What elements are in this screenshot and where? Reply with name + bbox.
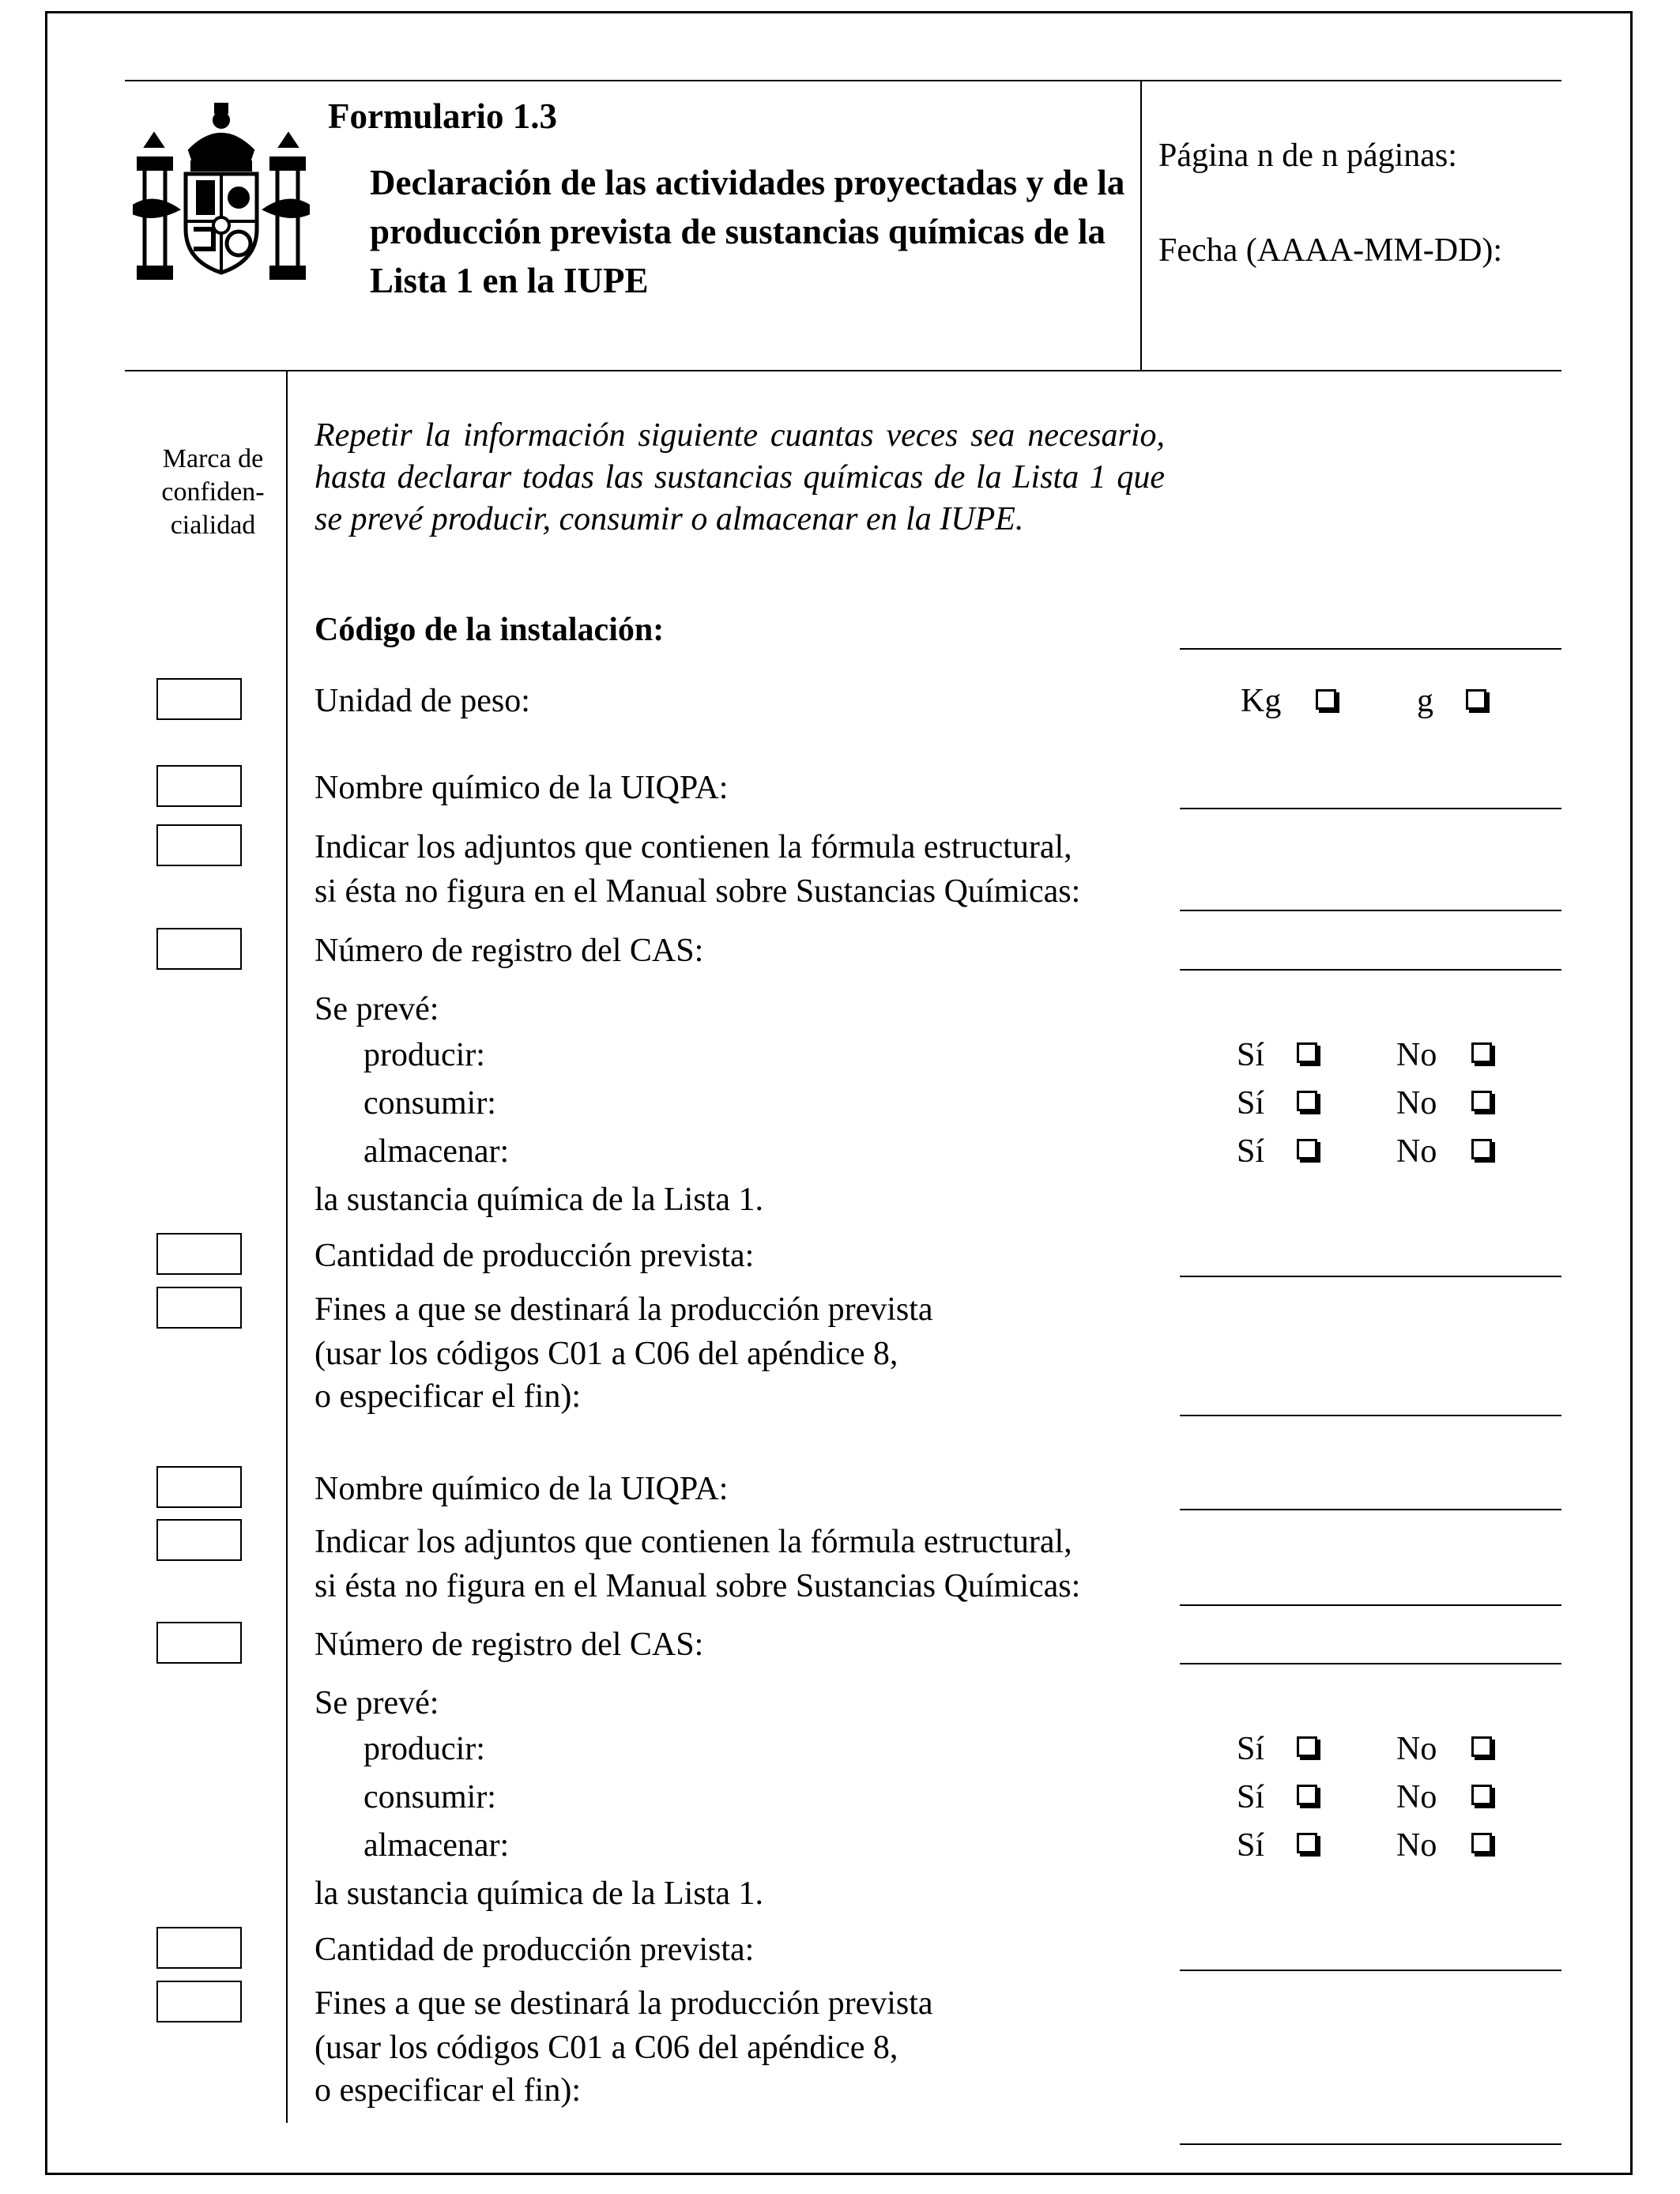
header-bottom-rule	[125, 370, 1561, 371]
page-frame	[45, 11, 1633, 2175]
produce-no-checkbox[interactable]	[1471, 1740, 1492, 1760]
weight-unit-kg-checkbox[interactable]	[1316, 692, 1336, 713]
consume-no-label: No	[1396, 1779, 1437, 1815]
consume-label: consumir:	[363, 1779, 496, 1815]
cas-number-label: Número de registro del CAS:	[315, 1627, 704, 1663]
weight-unit-g-label: g	[1417, 683, 1433, 719]
attachments-label-line2: si ésta no figura en el Manual sobre Sustancias Químicas:	[315, 873, 1081, 910]
header-top-rule	[125, 80, 1561, 81]
confidentiality-box[interactable]	[156, 1927, 242, 1969]
weight-unit-label: Unidad de peso:	[315, 683, 530, 719]
store-no-checkbox[interactable]	[1471, 1836, 1492, 1857]
produce-no-label: No	[1396, 1731, 1437, 1767]
store-no-label: No	[1396, 1133, 1437, 1170]
produce-yes-label: Sí	[1237, 1731, 1265, 1767]
anticipated-label: Se prevé:	[315, 1685, 439, 1721]
consume-yes-label: Sí	[1237, 1085, 1265, 1122]
purposes-label-line2: (usar los códigos C01 a C06 del apéndice 8,	[315, 1336, 898, 1372]
confidentiality-box[interactable]	[156, 765, 242, 807]
purposes-label-line2: (usar los códigos C01 a C06 del apéndice 8,	[315, 2030, 898, 2066]
cas-number-field[interactable]	[1180, 1663, 1561, 1664]
purposes-label-line1: Fines a que se destinará la producción prevista	[315, 1985, 933, 2022]
chemical-label: la sustancia química de la Lista 1.	[315, 1875, 763, 1912]
store-yes-label: Sí	[1237, 1827, 1265, 1864]
quantity-label: Cantidad de producción prevista:	[315, 1932, 755, 1968]
facility-code-label: Código de la instalación:	[315, 612, 665, 648]
confidentiality-box[interactable]	[156, 1622, 242, 1664]
purposes-field[interactable]	[1180, 2143, 1561, 2145]
page-count-label: Página n de n páginas:	[1158, 138, 1457, 174]
produce-no-checkbox[interactable]	[1471, 1046, 1492, 1066]
cas-number-field[interactable]	[1180, 969, 1561, 971]
store-label: almacenar:	[363, 1133, 510, 1170]
facility-code-field[interactable]	[1180, 648, 1561, 650]
purposes-label-line1: Fines a que se destinará la producción prevista	[315, 1291, 933, 1328]
iupac-name-label: Nombre químico de la UIQPA:	[315, 770, 729, 806]
form-number: Formulario 1.3	[328, 96, 557, 136]
produce-label: producir:	[363, 1731, 485, 1767]
produce-yes-checkbox[interactable]	[1297, 1046, 1317, 1066]
attachments-field[interactable]	[1180, 910, 1561, 911]
produce-yes-label: Sí	[1237, 1037, 1265, 1073]
consume-yes-label: Sí	[1237, 1779, 1265, 1815]
chemical-label: la sustancia química de la Lista 1.	[315, 1182, 763, 1218]
confidentiality-box[interactable]	[156, 678, 242, 720]
date-label: Fecha (AAAA-MM-DD):	[1158, 232, 1503, 269]
weight-unit-kg-label: Kg	[1241, 683, 1282, 719]
consume-no-label: No	[1396, 1085, 1437, 1122]
store-no-label: No	[1396, 1827, 1437, 1864]
consume-yes-checkbox[interactable]	[1297, 1094, 1317, 1114]
confidentiality-box[interactable]	[156, 1287, 242, 1329]
sidebar-divider	[286, 371, 288, 2123]
header-divider	[1140, 80, 1142, 371]
anticipated-label: Se prevé:	[315, 991, 439, 1027]
instructions: Repetir la información siguiente cuantas veces sea necesario, hasta declarar todas las sustancias químicas de la Lista 1 que se prevé producir, consumir o almacenar en la IUPE.	[315, 417, 1165, 537]
consume-label: consumir:	[363, 1085, 496, 1122]
iupac-name-label: Nombre químico de la UIQPA:	[315, 1471, 729, 1507]
confidentiality-box[interactable]	[156, 928, 242, 970]
confidentiality-box[interactable]	[156, 1519, 242, 1561]
produce-label: producir:	[363, 1037, 485, 1073]
produce-no-label: No	[1396, 1037, 1437, 1073]
purposes-label-line3: o especificar el fin):	[315, 1378, 581, 1415]
quantity-label: Cantidad de producción prevista:	[315, 1238, 755, 1274]
store-yes-checkbox[interactable]	[1297, 1142, 1317, 1163]
quantity-field[interactable]	[1180, 1970, 1561, 1971]
confidentiality-box[interactable]	[156, 824, 242, 866]
confidentiality-box[interactable]	[156, 1466, 242, 1508]
attachments-label-line1: Indicar los adjuntos que contienen la fórmula estructural,	[315, 829, 1072, 865]
attachments-field[interactable]	[1180, 1604, 1561, 1606]
consume-yes-checkbox[interactable]	[1297, 1788, 1317, 1808]
form-title: Declaración de las actividades proyectadas y de la producción prevista de sustancias químicas de la Lista 1 en la IUPE	[370, 163, 1125, 300]
confidentiality-label: Marca de confiden-cialidad	[161, 444, 265, 540]
purposes-field[interactable]	[1180, 1415, 1561, 1416]
purposes-label-line3: o especificar el fin):	[315, 2072, 581, 2109]
consume-no-checkbox[interactable]	[1471, 1094, 1492, 1114]
store-yes-label: Sí	[1237, 1133, 1265, 1170]
cas-number-label: Número de registro del CAS:	[315, 933, 704, 969]
weight-unit-g-checkbox[interactable]	[1466, 692, 1486, 713]
store-yes-checkbox[interactable]	[1297, 1836, 1317, 1857]
iupac-name-field[interactable]	[1180, 808, 1561, 809]
confidentiality-box[interactable]	[156, 1233, 242, 1275]
produce-yes-checkbox[interactable]	[1297, 1740, 1317, 1760]
attachments-label-line1: Indicar los adjuntos que contienen la fórmula estructural,	[315, 1524, 1072, 1560]
store-label: almacenar:	[363, 1827, 510, 1864]
store-no-checkbox[interactable]	[1471, 1142, 1492, 1163]
quantity-field[interactable]	[1180, 1276, 1561, 1277]
coat-of-arms-icon	[130, 103, 312, 296]
attachments-label-line2: si ésta no figura en el Manual sobre Sustancias Químicas:	[315, 1568, 1081, 1604]
confidentiality-box[interactable]	[156, 1981, 242, 2022]
iupac-name-field[interactable]	[1180, 1509, 1561, 1510]
consume-no-checkbox[interactable]	[1471, 1788, 1492, 1808]
